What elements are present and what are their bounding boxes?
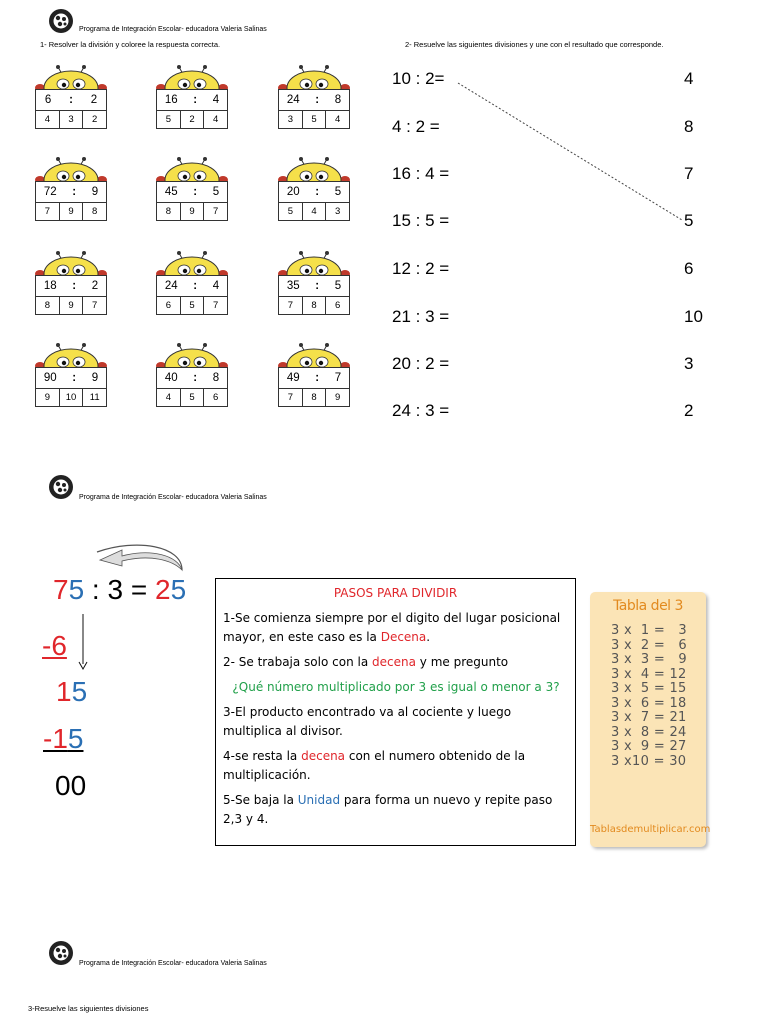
subtract-units: 5 [67,723,84,754]
answer-option[interactable]: 6 [335,300,341,311]
answer-options [278,389,350,407]
division-card [153,250,231,322]
section2-instruction: 2- Resuelve las siguientes divisiones y une con el resultado que corresponde. [405,40,664,49]
highlight-word: decena [301,749,346,763]
step-text: 5-Se baja la [223,793,298,807]
remainder: 00 [55,770,87,801]
dividend: 90 [43,372,57,384]
dividend: 72 [43,186,57,198]
step-text: con el numero obtenido de la multiplicación. [223,749,526,782]
answer-option[interactable]: 2 [181,111,205,128]
equation: 15 : 5 = [392,211,450,230]
answer-option[interactable]: 9 [181,203,205,220]
division-card [153,342,231,414]
dividend: 16 [164,94,178,106]
highlight-word: decena [372,655,416,669]
answer-option[interactable]: 4 [213,114,219,125]
answer-option[interactable]: 3 [60,111,84,128]
answer: 10 [684,307,703,326]
answer-option[interactable]: 4 [335,114,341,125]
division-card [275,250,353,322]
division-card [153,156,231,228]
division-card [32,342,110,414]
section1-instruction: 1- Resolver la división y coloree la respuesta correcta. [40,40,221,49]
multiplication-table-card [590,592,711,847]
subtract-step-2 [43,723,83,755]
answer: 6 [684,259,694,278]
dividend: 49 [286,372,300,384]
answer-option[interactable]: 6 [213,392,219,403]
logo-icon [48,940,74,966]
answer-options [156,297,228,315]
table-row: 3 x 2 = 6 [611,637,687,653]
divisor: 2 [90,94,98,106]
answer-options [35,111,107,129]
answer-option[interactable]: 9 [36,389,60,406]
answer-option[interactable]: 11 [89,392,100,403]
division-sign: : [193,372,198,384]
answer-option[interactable]: 7 [36,203,60,220]
dividend-units: 5 [68,574,85,605]
answer-options [278,203,350,221]
answer-option[interactable]: 8 [303,297,327,314]
equation: 12 : 2 = [392,259,450,278]
quotient-tens: 2 [154,574,171,605]
connector-line [455,78,685,223]
divisor: 9 [91,372,99,384]
dividend-tens: 7 [53,574,69,605]
step-4 [223,747,569,785]
answer-option[interactable]: 8 [92,206,98,217]
highlight-word: Decena [380,630,427,644]
divisor: 2 [91,280,99,292]
divisor: 4 [212,94,220,106]
step-text: 1-Se comienza siempre por el digito del lugar posicional mayor, en este caso es la [223,611,561,644]
division-sign: : [193,94,198,106]
division-sign: : [69,94,73,106]
answer-option[interactable]: 5 [181,389,205,406]
example-equation [53,574,186,606]
answer: 3 [684,354,694,373]
division-sign: : [315,94,320,106]
division-sign: : [315,186,320,198]
program-header: Programa de Integración Escolar- educadora Valeria Salinas [79,960,267,967]
division-problem [35,367,107,389]
division-card [275,342,353,414]
table-row: 3 x 7 = 21 [611,710,687,725]
answer-option[interactable]: 9 [60,297,84,314]
answer: 5 [684,211,694,230]
equation: 4 : 2 = [392,117,440,136]
logo-icon [48,8,74,34]
answer-option[interactable]: 8 [36,297,60,314]
dividend: 40 [164,372,178,384]
answer-options [35,203,107,221]
table-rows [611,624,687,769]
divisor: 9 [91,186,99,198]
down-arrow-icon [78,614,88,670]
divisor: 8 [334,94,342,106]
division-problem [156,275,228,297]
equation: 24 : 3 = [392,401,450,420]
answer-option[interactable]: 5 [157,111,181,128]
divisor: 7 [334,372,342,384]
logo-icon [48,474,74,500]
dividend: 24 [164,280,178,292]
answer-options [156,389,228,407]
division-sign: : [315,372,320,384]
answer: 2 [684,401,694,420]
answer: 7 [684,164,694,183]
answer-option[interactable]: 5 [279,203,303,220]
division-problem [156,89,228,111]
divisor: 5 [212,186,220,198]
equation: 10 : 2= [392,69,445,88]
answer: 4 [684,69,694,88]
division-sign: : [193,186,198,198]
steps-title: PASOS PARA DIVIDIR [333,586,458,600]
division-problem [278,89,350,111]
answer-option[interactable]: 7 [92,300,98,311]
subtract-step-1: -6 [42,630,67,661]
division-card [275,64,353,136]
table-row: 3 x 3 = 9 [611,652,687,667]
program-header: Programa de Integración Escolar- educadora Valeria Salinas [79,494,267,501]
division-problem [278,181,350,203]
partial-dividend [56,676,87,708]
curved-arrow-icon [42,538,192,574]
answer-option[interactable]: 5 [303,111,327,128]
dividend: 6 [44,94,52,106]
divisor: 5 [334,280,342,292]
step-3: 3-El producto encontrado va al cociente y luego multiplica al divisor. [223,705,512,738]
program-header: Programa de Integración Escolar- educadora Valeria Salinas [79,26,267,33]
division-sign: : [72,280,77,292]
answer-option[interactable]: 8 [303,389,327,406]
step-text: y me pregunto [415,655,509,669]
section3-instruction: 3-Resuelve las siguientes divisiones [28,1004,149,1013]
answer-options [156,203,228,221]
table-row: 3 x 4 = 12 [611,666,687,682]
division-problem [35,181,107,203]
dividend: 20 [286,186,300,198]
answer-option[interactable]: 9 [60,203,84,220]
division-sign: : [72,372,77,384]
table-row: 3 x 8 = 24 [611,724,687,740]
step-2 [223,653,569,672]
answer: 8 [684,117,694,136]
division-sign: : [72,186,77,198]
partial-units: 5 [71,676,88,707]
dividend: 35 [286,280,300,292]
answer-option[interactable]: 7 [213,206,219,217]
answer-option[interactable]: 3 [335,206,341,217]
division-problem [156,181,228,203]
division-problem [35,89,107,111]
answer-option[interactable]: 5 [181,297,205,314]
answer-option[interactable]: 4 [157,389,181,406]
partial-tens: 1 [56,676,72,707]
answer-options [156,111,228,129]
answer-option[interactable]: 7 [279,389,303,406]
division-problem [156,367,228,389]
division-problem [278,367,350,389]
step-question: ¿Qué número multiplicado por 3 es igual o menor a 3? [232,680,560,694]
operator: : 3 = [84,574,155,605]
subtract-tens: -1 [43,723,68,754]
answer-options [35,297,107,315]
answer-options [278,111,350,129]
table-row: 3 x10 = 30 [611,753,687,769]
steps-box [215,578,576,846]
divisor: 4 [212,280,220,292]
answer-options [35,389,107,407]
answer-option[interactable]: 7 [213,300,219,311]
step-text: 4-se resta la [223,749,302,763]
answer-option[interactable]: 8 [157,203,181,220]
table-row: 3 x 6 = 18 [611,695,687,711]
step-text: para forma un nuevo y repite paso 2,3 y 4. [223,793,553,826]
answer-option[interactable]: 2 [92,114,98,125]
dividend: 45 [164,186,178,198]
division-problem [278,275,350,297]
answer-option[interactable]: 7 [279,297,303,314]
equation: 20 : 2 = [392,354,450,373]
equation: 21 : 3 = [392,307,450,326]
answer-option[interactable]: 10 [60,389,84,406]
answer-option[interactable]: 6 [157,297,181,314]
division-card [32,156,110,228]
dividend: 24 [286,94,300,106]
quotient-units: 5 [170,574,187,605]
division-sign: : [315,280,320,292]
equation: 16 : 4 = [392,164,450,183]
table-website: Tablasdemultiplicar.com [590,824,711,835]
answer-option[interactable]: 3 [279,111,303,128]
highlight-word: Unidad [297,793,341,807]
table-row: 3 x 9 = 27 [611,739,687,754]
division-card [32,250,110,322]
answer-options [278,297,350,315]
answer-option[interactable]: 4 [303,203,327,220]
divisor: 5 [334,186,342,198]
table-row: 3 x 5 = 15 [611,681,687,696]
answer-option[interactable]: 9 [335,392,341,403]
step-text: . [426,630,431,644]
table-row: 3 x 1 = 3 [611,623,687,638]
dividend: 18 [43,280,57,292]
step-1 [223,609,569,647]
division-card [275,156,353,228]
divisor: 8 [212,372,220,384]
division-sign: : [193,280,198,292]
division-card [32,64,110,136]
step-5 [223,791,569,829]
step-text: 2- Se trabaja solo con la [223,655,373,669]
answer-option[interactable]: 4 [36,111,60,128]
division-problem [35,275,107,297]
table-title: Tabla del 3 [613,598,683,614]
division-card [153,64,231,136]
